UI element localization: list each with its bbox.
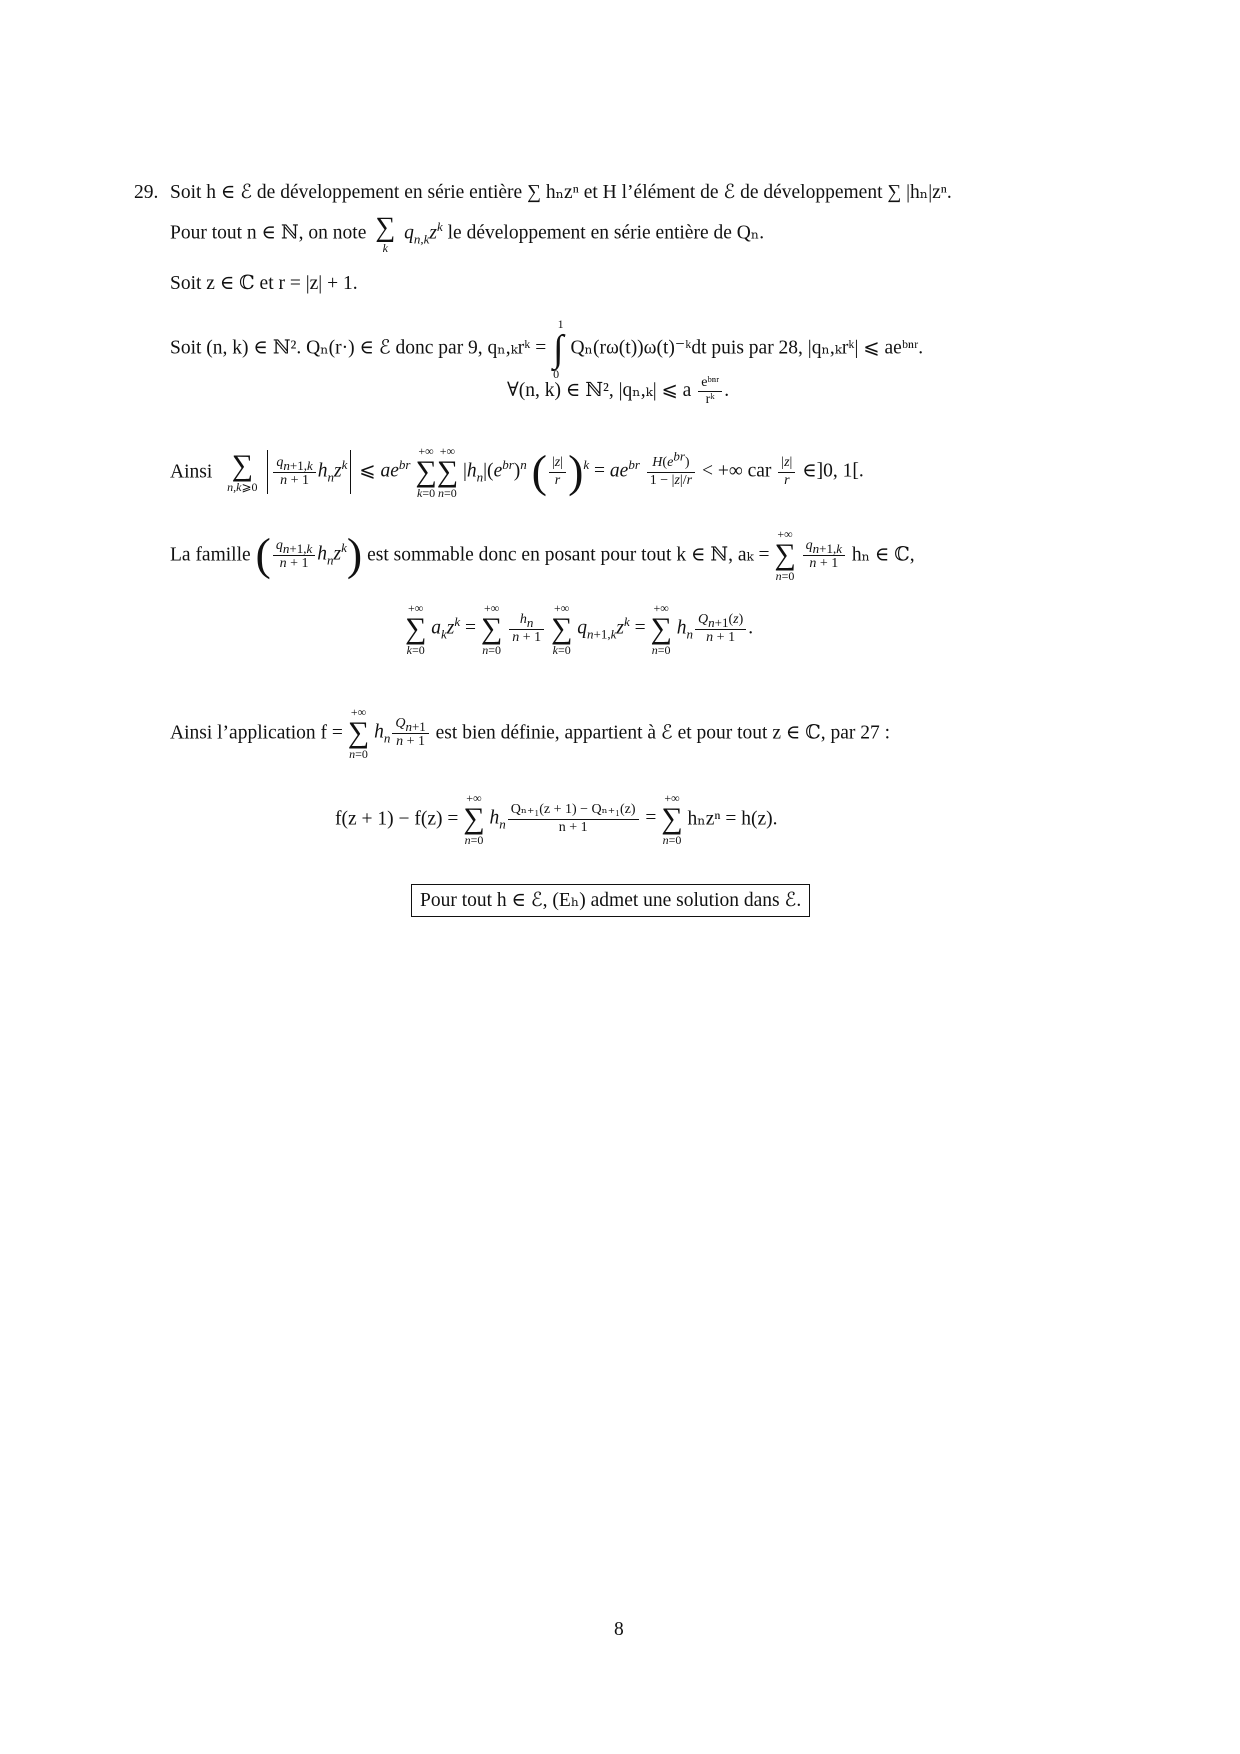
famille-label: La famille [170,544,251,566]
eq-final-den: n + 1 [558,819,588,835]
page-number: 8 [614,1619,624,1640]
line-2-start: Pour tout n ∈ ℕ, on note [170,222,367,244]
line-4 [170,318,923,380]
line-4-end: Qₙ(rω(t))ω(t)⁻ᵏdt puis par 28, |qₙ,ₖrᵏ| ⩽ aeᵇⁿʳ. [570,337,924,359]
eq-final-num: Qₙ₊₁(z + 1) − Qₙ₊₁(z) [508,802,639,819]
eq1-fraction [698,375,722,408]
line-2-end: le développement en série entière de Qₙ. [447,222,765,244]
eq-final-left: f(z + 1) − f(z) = [335,808,459,830]
conclusion-box: Pour tout h ∈ ℰ, (Eₕ) admet une solution dans ℰ. [411,884,810,917]
famille-text: est sommable donc en posant pour tout k ∈ ℕ, aₖ = [367,544,770,566]
line-2: Pour tout n ∈ ℕ, on note ∑ k $q_{n,k}z^k$ le développement en série entière de Qₙ. [170,212,765,255]
ainsi-line: Ainsi ∑ n,k⩾0 $\frac{q_{n+1,k}}{n + 1}$ $h_nz^k$ ⩽ $ae^{br}$ +∞ ∑ k=0 +∞ ∑ n=0 $|h_n|(e^{br})^n$ ( $\frac{|z|}{r}$ )$^k = ae^{br}$ $\frac{H(e^{br})}{1 - |z|/r}$ < +∞ car $\frac{|z|}{r}$ ∈]0, 1[. [170,444,864,500]
eq1-den: rᵏ [705,392,715,408]
sum-k: ∑ k [375,212,396,255]
line-3: Soit z ∈ ℂ et r = |z| + 1. [170,273,358,294]
equation-series: +∞ ∑ k=0 $a_kz^k$ = +∞ ∑ n=0 $\frac{h_n}{n + 1}$ +∞ ∑ k=0 $q_{n+1,k}z^k$ = +∞ ∑ n=0 $h_n$ $\frac{Q_{n+1}(z)}{n + 1}$ . [405,601,754,657]
famille-end: hₙ ∈ ℂ, [851,544,915,566]
line-4-start: Soit (n, k) ∈ ℕ². Qₙ(r·) ∈ ℰ donc par 9, qₙ,ₖrᵏ = [170,337,547,359]
equation-bound: ∀(n, k) ∈ ℕ², |qₙ,ₖ| ⩽ a $\frac{\text{eᵇⁿʳ}}{\text{rᵏ}}$ . [507,375,730,408]
application-label: Ainsi l’application f = [170,722,343,744]
equation-final: f(z + 1) − f(z) = +∞ ∑ n=0 $h_n$ $\frac{\text{Qₙ₊₁(z + 1) − Qₙ₊₁(z)}}{n + 1}$ = +∞ ∑ n=0 hₙzⁿ = h(z). [335,791,778,847]
eq1-num: eᵇⁿʳ [698,375,722,392]
integral-sign: 1 ∫ 0 [553,317,564,381]
eq-final-right: hₙzⁿ = h(z). [687,808,778,830]
problem-number: 29. [134,182,159,203]
eq1-left: ∀(n, k) ∈ ℕ², |qₙ,ₖ| ⩽ a [507,380,692,402]
application-line: Ainsi l’application f = +∞ ∑ n=0 $h_n$ $\frac{Q_{n+1}}{n + 1}$ est bien définie, appartient à ℰ et pour tout z ∈ ℂ, par 27 : [170,705,891,761]
ainsi-label: Ainsi [170,461,213,483]
famille-line: La famille ( $\frac{q_{n+1,k}}{n + 1}$ $h_nz^k$) est sommable donc en posant pour tout k ∈ ℕ, aₖ = +∞ ∑ n=0 $\frac{q_{n+1,k}}{n + 1}$ hₙ ∈ ℂ, [170,527,915,583]
line-1: Soit h ∈ ℰ de développement en série entière ∑ hₙzⁿ et H l’élément de ℰ de développement ∑ |hₙ|zⁿ. [170,182,952,203]
application-text: est bien définie, appartient à ℰ et pour tout z ∈ ℂ, par 27 : [435,722,891,744]
